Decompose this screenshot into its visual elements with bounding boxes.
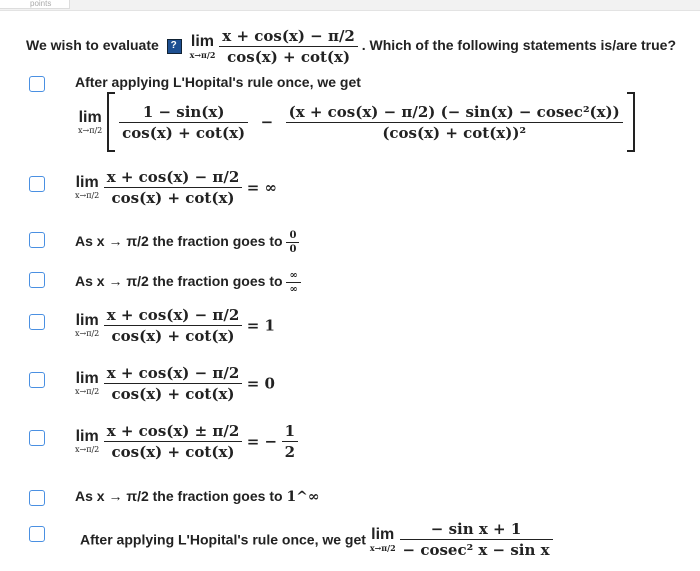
left-bracket <box>107 92 115 152</box>
question-header <box>26 27 676 66</box>
help-icon[interactable] <box>167 39 182 54</box>
option-9-checkbox[interactable] <box>29 526 45 542</box>
option-1-intro: After applying L'Hopital's rule once, we get <box>75 74 361 90</box>
right-bracket <box>627 92 635 152</box>
header-suffix: . Which of the following statements is/are true? <box>361 37 677 54</box>
option-3-checkbox[interactable] <box>29 232 45 248</box>
header-fraction: $\frac{x + \cos(x) - \pi/2}{\cos(x) + \cot(x)}$ <box>219 27 358 66</box>
option-5-checkbox[interactable] <box>29 314 45 330</box>
option-8-checkbox[interactable] <box>29 490 45 506</box>
option-2-checkbox[interactable] <box>29 176 45 192</box>
option-6-checkbox[interactable] <box>29 372 45 388</box>
option-1-checkbox[interactable] <box>29 76 45 92</box>
option-1-expression: lim x→π/2 $\frac{1 - \sin(x)}{\cos(x) + \cot(x)}$ − $\frac{\text{(x + cos(x) − π/2) (− sin(x) − cosec²(x))}}{\text{(cos(x) + cot(x))²}}$ <box>78 92 635 152</box>
header-prefix: We wish to evaluate <box>26 37 159 54</box>
top-strip <box>0 0 700 11</box>
points-label: points <box>0 0 70 9</box>
header-limit: lim x→π/2 <box>189 33 216 60</box>
option-4-checkbox[interactable] <box>29 272 45 288</box>
option-7-checkbox[interactable] <box>29 430 45 446</box>
